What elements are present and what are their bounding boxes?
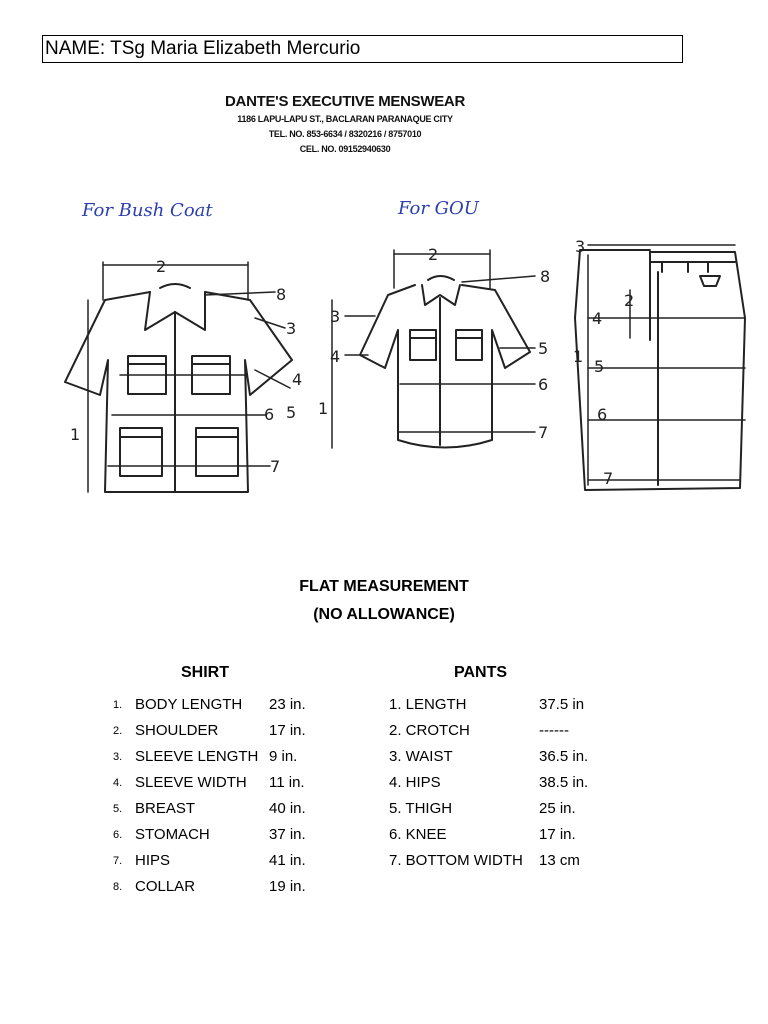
gou-shirt-drawing — [332, 250, 535, 448]
bush-num-3: 3 — [286, 319, 297, 338]
company-address: 1186 LAPU-LAPU ST., BACLARAN PARANAQUE CITY — [237, 114, 453, 124]
list-item — [389, 744, 629, 770]
list-item — [113, 874, 343, 900]
item-number: 1. — [113, 699, 123, 711]
item-number: 4. — [113, 777, 123, 789]
list-item — [389, 848, 629, 874]
pants-num-1: 1 — [573, 347, 584, 366]
item-label: 5. THIGH — [389, 800, 453, 817]
pants-num-6: 6 — [597, 405, 608, 424]
company-cel: CEL. NO. 09152940630 — [299, 144, 391, 154]
item-label: 6. KNEE — [389, 826, 447, 843]
item-value: 36.5 in. — [539, 748, 589, 765]
item-label: 4. HIPS — [389, 774, 441, 791]
list-item — [389, 822, 629, 848]
bush-num-4: 4 — [292, 370, 303, 389]
item-value: 38.5 in. — [539, 774, 589, 791]
list-item — [389, 796, 629, 822]
item-label: HIPS — [135, 852, 171, 869]
shirt-measurements — [113, 692, 343, 900]
company-header — [180, 92, 510, 157]
pants-num-7: 7 — [603, 469, 614, 488]
pants-title: PANTS — [454, 664, 508, 681]
bush-num-6: 6 — [264, 405, 275, 424]
item-label: SHOULDER — [135, 722, 219, 739]
item-value: 11 in. — [269, 774, 305, 791]
gou-num-3: 3 — [330, 307, 341, 326]
item-value: 17 in. — [269, 722, 306, 739]
item-number: 2. — [113, 725, 123, 737]
item-value: 37.5 in — [539, 696, 585, 713]
heading-flat-measurement: FLAT MEASUREMENT — [299, 578, 469, 595]
item-value: 13 cm — [539, 852, 580, 869]
pants-num-3: 3 — [575, 237, 586, 256]
item-value: 41 in. — [269, 852, 306, 869]
pants-num-5: 5 — [594, 357, 605, 376]
bush-num-5: 5 — [286, 403, 297, 422]
item-number: 8. — [113, 881, 123, 893]
item-label: 7. BOTTOM WIDTH — [389, 852, 523, 869]
gou-num-1: 1 — [318, 399, 329, 418]
item-value: 25 in. — [539, 800, 576, 817]
item-value: ------ — [539, 722, 569, 739]
bush-num-2: 2 — [156, 257, 167, 276]
pants-num-4: 4 — [592, 309, 603, 328]
gou-num-4: 4 — [330, 347, 341, 366]
gou-num-8: 8 — [540, 267, 551, 286]
item-label: SLEEVE LENGTH — [135, 748, 259, 765]
item-value: 23 in. — [269, 696, 306, 713]
list-item — [389, 718, 629, 744]
item-label: 3. WAIST — [389, 748, 453, 765]
item-number: 5. — [113, 803, 123, 815]
list-item — [389, 692, 629, 718]
item-label: COLLAR — [135, 878, 196, 895]
pants-measurements — [389, 692, 629, 874]
shirt-title: SHIRT — [181, 664, 229, 681]
heading-no-allowance: (NO ALLOWANCE) — [313, 606, 455, 623]
gou-num-5: 5 — [538, 339, 549, 358]
bush-coat-drawing — [65, 262, 292, 492]
list-item — [389, 770, 629, 796]
gou-num-2: 2 — [428, 245, 439, 264]
item-label: STOMACH — [135, 826, 210, 843]
item-number: 6. — [113, 829, 123, 841]
item-label: 2. CROTCH — [389, 722, 470, 739]
company-tel: TEL. NO. 853-6634 / 8320216 / 8757010 — [268, 129, 422, 139]
item-number: 3. — [113, 751, 123, 763]
pants-num-2: 2 — [624, 291, 635, 310]
item-value: 40 in. — [269, 800, 306, 817]
list-item — [113, 718, 343, 744]
gou-num-6: 6 — [538, 375, 549, 394]
bush-num-8: 8 — [276, 285, 287, 304]
item-value: 17 in. — [539, 826, 576, 843]
list-item — [113, 692, 343, 718]
bush-num-7: 7 — [270, 457, 281, 476]
list-item — [113, 848, 343, 874]
item-label: 1. LENGTH — [389, 696, 467, 713]
list-item — [113, 744, 343, 770]
item-label: BODY LENGTH — [135, 696, 243, 713]
item-value: 19 in. — [269, 878, 306, 895]
item-value: 9 in. — [269, 748, 298, 765]
bush-coat-label: For Bush Coat — [82, 200, 213, 221]
name-field: NAME: TSg Maria Elizabeth Mercurio — [42, 35, 683, 63]
gou-label: For GOU — [398, 198, 479, 219]
item-label: SLEEVE WIDTH — [135, 774, 247, 791]
garment-sketch — [0, 190, 768, 510]
item-number: 7. — [113, 855, 123, 867]
list-item — [113, 822, 343, 848]
list-item — [113, 796, 343, 822]
list-item — [113, 770, 343, 796]
item-value: 37 in. — [269, 826, 306, 843]
company-name: DANTE'S EXECUTIVE MENSWEAR — [225, 93, 465, 110]
bush-num-1: 1 — [70, 425, 81, 444]
item-label: BREAST — [135, 800, 196, 817]
gou-num-7: 7 — [538, 423, 549, 442]
